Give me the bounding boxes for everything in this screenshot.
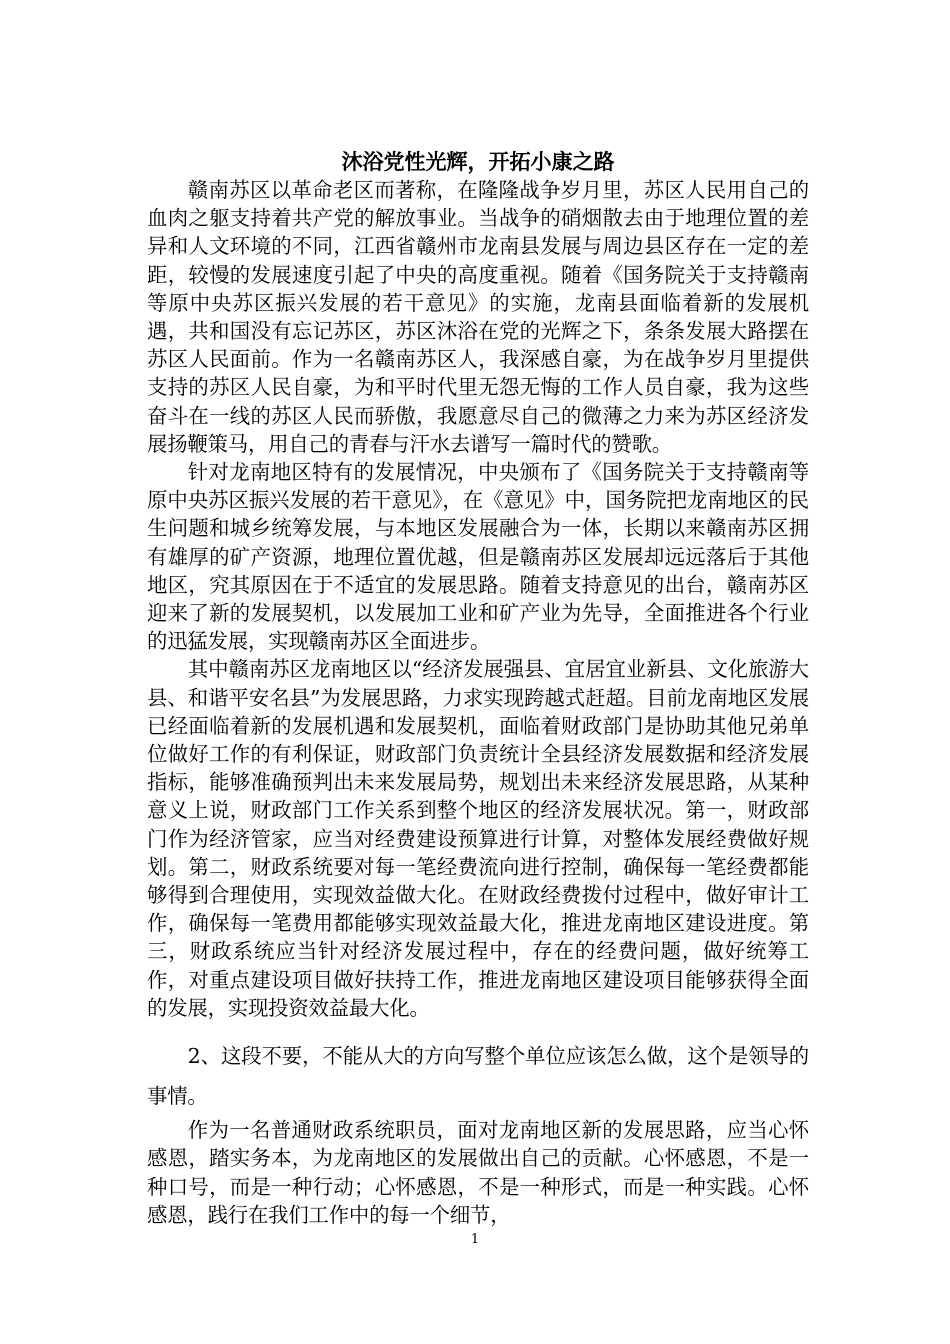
document-title: 沐浴党性光辉，开拓小康之路: [341, 150, 615, 174]
paragraph-policy: 针对龙南地区特有的发展情况，中央颁布了《国务院关于支持赣南等原中央苏区振兴发展的若干意见》，在《意见》中，国务院把龙南地区的民生问题和城乡统筹发展，与本地区发展融合为一体，长期以来赣南苏区拥有雄厚的矿产资源，地理位置优越，但是赣南苏区发展却远远落后于其他地区，究其原因在于不适宜的发展思路。随着支持意见的出台，赣南苏区迎来了新的发展契机，以发展加工业和矿产业为先导，全面推进各个行业的迅猛发展，实现赣南苏区全面进步。: [147, 460, 809, 654]
document-body: [147, 148, 809, 1229]
page-number: 1: [470, 1232, 480, 1247]
paragraph-intro: 赣南苏区以革命老区而著称，在隆隆战争岁月里，苏区人民用自己的血肉之躯支持着共产党的解放事业。当战争的硝烟散去由于地理位置的差异和人文环境的不同，江西省赣州市龙南县发展与周边县区存在一定的差距，较慢的发展速度引起了中央的高度重视。随着《国务院关于支持赣南等原中央苏区振兴发展的若干意见》的实施，龙南县面临着新的发展机遇，共和国没有忘记苏区，苏区沐浴在党的光辉之下，条条发展大路摆在苏区人民面前。作为一名赣南苏区人，我深感自豪，为在战争岁月里提供支持的苏区人民自豪，为和平时代里无怨无悔的工作人员自豪，我为这些奋斗在一线的苏区人民而骄傲，我愿意尽自己的微薄之力来为苏区经济发展扬鞭策马，用自己的青春与汗水去谱写一篇时代的赞歌。: [147, 178, 809, 456]
editor-note: 2、这段不要，不能从大的方向写整个单位应该怎么做，这个是领导的事情。: [147, 1044, 809, 1109]
paragraph-finance: 其中赣南苏区龙南地区以“经济发展强县、宜居宜业新县、文化旅游大县、和谐平安名县”为发展思路，力求实现跨越式赶超。目前龙南地区发展已经面临着新的发展机遇和发展契机，面临着财政部门是协助其他兄弟单位做好工作的有利保证，财政部门负责统计全县经济发展数据和经济发展指标，能够准确预判出未来发展局势，规划出未来经济发展思路，从某种意义上说，财政部门工作关系到整个地区的经济发展状况。第一，财政部门作为经济管家，应当对经费建设预算进行计算，对整体发展经费做好规划。第二，财政系统要对每一笔经费流向进行控制，确保每一笔经费都能够得到合理使用，实现效益做大化。在财政经费拨付过程中，做好审计工作，确保每一笔费用都能够实现效益最大化，推进龙南地区建设进度。第三，财政系统应当针对经济发展过程中，存在的经费问题，做好统筹工作，对重点建设项目做好扶持工作，推进龙南地区建设项目能够获得全面的发展，实现投资效益最大化。: [147, 657, 809, 1020]
paragraph-gratitude: 作为一名普通财政系统职员，面对龙南地区新的发展思路，应当心怀感恩，踏实务本，为龙南地区的发展做出自己的贡献。心怀感恩，不是一种口号，而是一种行动；心怀感恩，不是一种形式，而是一种实践。心怀感恩，践行在我们工作中的每一个细节，: [147, 1118, 809, 1227]
